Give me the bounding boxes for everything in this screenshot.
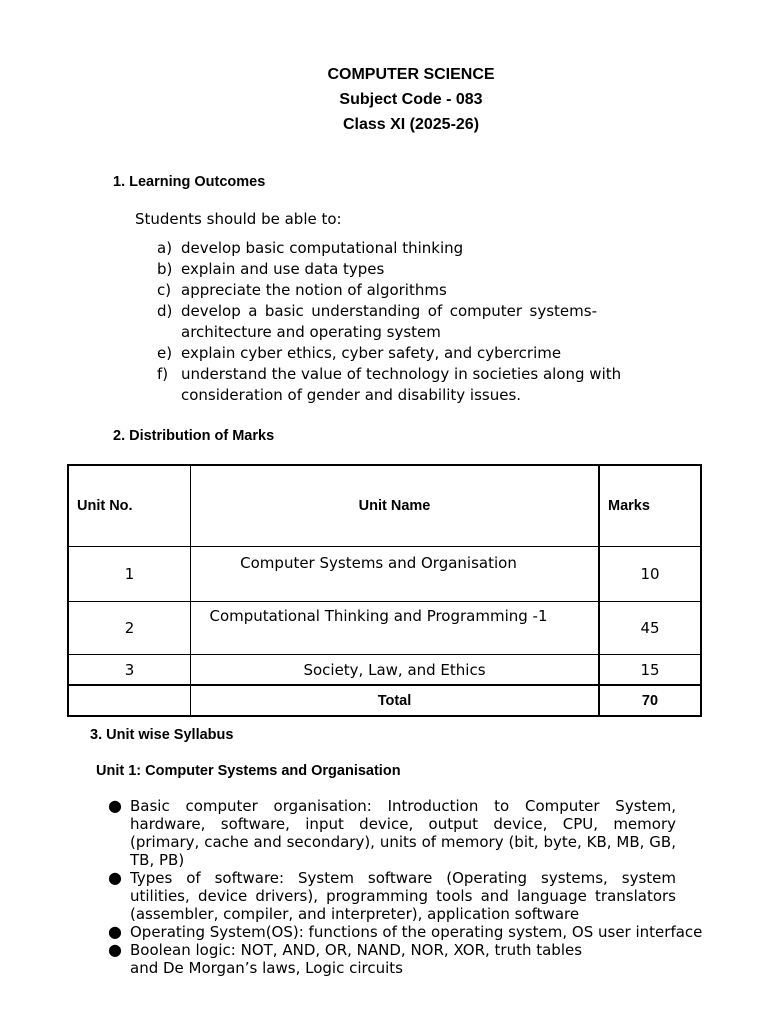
list-marker: d)	[157, 302, 173, 320]
total-marks: 70	[599, 685, 701, 716]
list-item	[157, 280, 637, 301]
document-header	[0, 62, 768, 137]
list-marker: b)	[157, 260, 173, 278]
list-item	[157, 259, 637, 280]
column-header-unit-no: Unit No.	[68, 465, 191, 547]
bullet-icon: ●	[108, 796, 122, 815]
column-header-unit-name: Unit Name	[191, 465, 600, 547]
list-item-text: appreciate the notion of algorithms	[181, 281, 447, 299]
unit-number-cell: 1	[68, 547, 191, 602]
table-row	[68, 547, 701, 602]
list-item	[157, 301, 637, 343]
list-item	[157, 364, 637, 406]
list-item-text: understand the value of technology in societies along with consideration of gender and disability issues.	[181, 365, 622, 404]
unit-number-cell: 2	[68, 602, 191, 655]
list-item-text: explain cyber ethics, cyber safety, and cybercrime	[181, 344, 562, 362]
list-marker: e)	[157, 344, 173, 362]
table-header-row	[68, 465, 701, 547]
list-item	[108, 941, 708, 977]
list-item-text: explain and use data types	[181, 260, 385, 278]
learning-outcomes-list	[157, 238, 637, 406]
class-label: Class XI (2025-26)	[342, 116, 480, 133]
unit-name-cell: Computer Systems and Organisation	[191, 547, 600, 602]
bullet-icon: ●	[108, 940, 122, 959]
bullet-icon: ●	[108, 922, 122, 941]
unit1-title: Unit 1: Computer Systems and Organisation	[96, 763, 401, 779]
table-row	[68, 655, 701, 686]
list-marker: a)	[157, 239, 173, 257]
list-item	[108, 869, 708, 923]
total-label: Total	[191, 685, 600, 716]
bullet-icon: ●	[108, 868, 122, 887]
section-distribution-title: 2. Distribution of Marks	[113, 428, 275, 444]
unit1-topics-list	[108, 797, 708, 977]
table-total-row	[68, 685, 701, 716]
list-item	[108, 797, 708, 869]
unit-name-cell: Society, Law, and Ethics	[191, 655, 600, 686]
section-learning-outcomes-title: 1. Learning Outcomes	[113, 174, 266, 190]
unit-marks-cell: 45	[599, 602, 701, 655]
list-item	[157, 238, 637, 259]
unit-marks-cell: 15	[599, 655, 701, 686]
list-marker: c)	[157, 281, 172, 299]
subject-code: Subject Code - 083	[339, 91, 483, 108]
list-item	[108, 923, 708, 941]
list-item-text: develop a basic understanding of computer systems- architecture and operating system	[181, 302, 597, 341]
total-empty-cell	[68, 685, 191, 716]
section-syllabus-title: 3. Unit wise Syllabus	[90, 727, 234, 743]
unit-number-cell: 3	[68, 655, 191, 686]
learning-outcomes-intro: Students should be able to:	[135, 210, 342, 228]
list-item-text: Operating System(OS): functions of the operating system, OS user interface	[130, 923, 703, 941]
unit-name-cell: Computational Thinking and Programming -1	[191, 602, 600, 655]
column-header-marks: Marks	[599, 465, 701, 547]
list-item-text: develop basic computational thinking	[181, 239, 464, 257]
table-row	[68, 602, 701, 655]
list-item-text: Boolean logic: NOT, AND, OR, NAND, NOR, XOR, truth tables and De Morgan’s laws, Logic circuits	[130, 941, 583, 977]
list-marker: f)	[157, 365, 169, 383]
list-item-text: Types of software: System software (Operating systems, system utilities, device drivers), programming tools and language translators (assembler, compiler, and interpreter), application software	[130, 869, 676, 923]
marks-distribution-table	[67, 464, 702, 717]
list-item	[157, 343, 637, 364]
list-item-text: Basic computer organisation: Introduction to Computer System, hardware, software, input device, output device, CPU, memory (primary, cache and secondary), units of memory (bit, byte, KB, MB, GB, TB, PB)	[130, 797, 676, 869]
unit-marks-cell: 10	[599, 547, 701, 602]
subject-title: COMPUTER SCIENCE	[327, 66, 495, 83]
